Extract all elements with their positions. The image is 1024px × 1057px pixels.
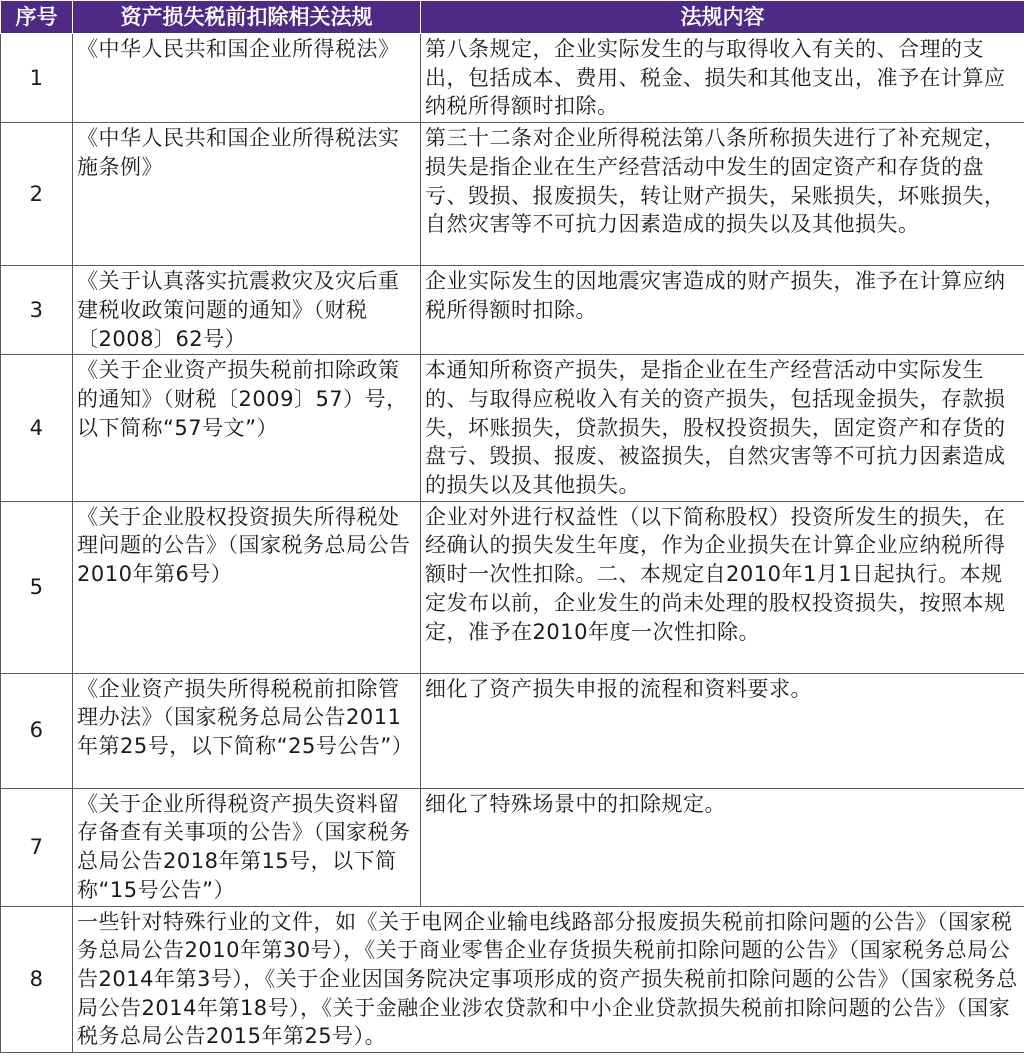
table-row	[1, 34, 1024, 123]
table-row	[1, 501, 1024, 673]
law-content: 企业对外进行权益性（以下简称股权）投资所发生的损失，在经确认的损失发生年度，作为企业损失在计算企业应纳税所得额时一次性扣除。二、本规定自2010年1月1日起执行。本规定发布以前，企业发生的尚未处理的股权投资损失，按照本规定，准予在2010年度一次性扣除。	[421, 501, 1024, 673]
law-content: 细化了资产损失申报的流程和资料要求。	[421, 673, 1024, 788]
law-content: 本通知所称资产损失，是指企业在生产经营活动中实际发生的、与取得应税收入有关的资产损失，包括现金损失，存款损失，坏账损失，贷款损失，股权投资损失，固定资产和存货的盘亏、毁损、报废、被盗损失，自然灾害等不可抗力因素造成的损失以及其他损失。	[421, 355, 1024, 502]
law-name: 《企业资产损失所得税税前扣除管理办法》（国家税务总局公告2011年第25号，以下简称“25号公告”）	[73, 673, 421, 788]
table-row	[1, 673, 1024, 788]
law-name: 《关于企业资产损失税前扣除政策的通知》（财税〔2009〕57）号，以下简称“57号文”）	[73, 355, 421, 502]
table-row	[1, 355, 1024, 502]
row-index: 6	[1, 673, 73, 788]
law-name: 《中华人民共和国企业所得税法实施条例》	[73, 123, 421, 266]
row-index: 5	[1, 501, 73, 673]
table-row	[1, 266, 1024, 355]
header-row	[1, 1, 1024, 34]
law-content: 企业实际发生的因地震灾害造成的财产损失，准予在计算应纳税所得额时扣除。	[421, 266, 1024, 355]
row-index: 7	[1, 788, 73, 906]
law-name: 《中华人民共和国企业所得税法》	[73, 34, 421, 123]
header-law: 资产损失税前扣除相关法规	[73, 1, 421, 34]
row-index: 4	[1, 355, 73, 502]
header-index: 序号	[1, 1, 73, 34]
row-index: 8	[1, 906, 73, 1053]
law-content: 第八条规定，企业实际发生的与取得收入有关的、合理的支出，包括成本、费用、税金、损失和其他支出，准予在计算应纳税所得额时扣除。	[421, 34, 1024, 123]
law-name: 《关于企业股权投资损失所得税处理问题的公告》（国家税务总局公告2010年第6号）	[73, 501, 421, 673]
special-industry-documents: 一些针对特殊行业的文件，如《关于电网企业输电线路部分报废损失税前扣除问题的公告》（国家税务总局公告2010年第30号），《关于商业零售企业存货损失税前扣除问题的公告》（国家税务总局公告2014年第3号），《关于企业因国务院决定事项形成的资产损失税前扣除问题的公告》（国家税务总局公告2014年第18号），《关于金融企业涉农贷款和中小企业贷款损失税前扣除问题的公告》（国家税务总局公告2015年第25号）。	[73, 906, 1024, 1053]
table-row	[1, 788, 1024, 906]
row-index: 2	[1, 123, 73, 266]
law-content: 细化了特殊场景中的扣除规定。	[421, 788, 1024, 906]
law-name: 《关于认真落实抗震救灾及灾后重建税收政策问题的通知》（财税〔2008〕62号）	[73, 266, 421, 355]
header-content: 法规内容	[421, 1, 1024, 34]
table-row	[1, 906, 1024, 1053]
law-content: 第三十二条对企业所得税法第八条所称损失进行了补充规定，损失是指企业在生产经营活动中发生的固定资产和存货的盘亏、毁损、报废损失，转让财产损失，呆账损失，坏账损失，自然灾害等不可抗力因素造成的损失以及其他损失。	[421, 123, 1024, 266]
table-row	[1, 123, 1024, 266]
row-index: 3	[1, 266, 73, 355]
row-index: 1	[1, 34, 73, 123]
law-name: 《关于企业所得税资产损失资料留存备查有关事项的公告》（国家税务总局公告2018年第15号，以下简称“15号公告”）	[73, 788, 421, 906]
